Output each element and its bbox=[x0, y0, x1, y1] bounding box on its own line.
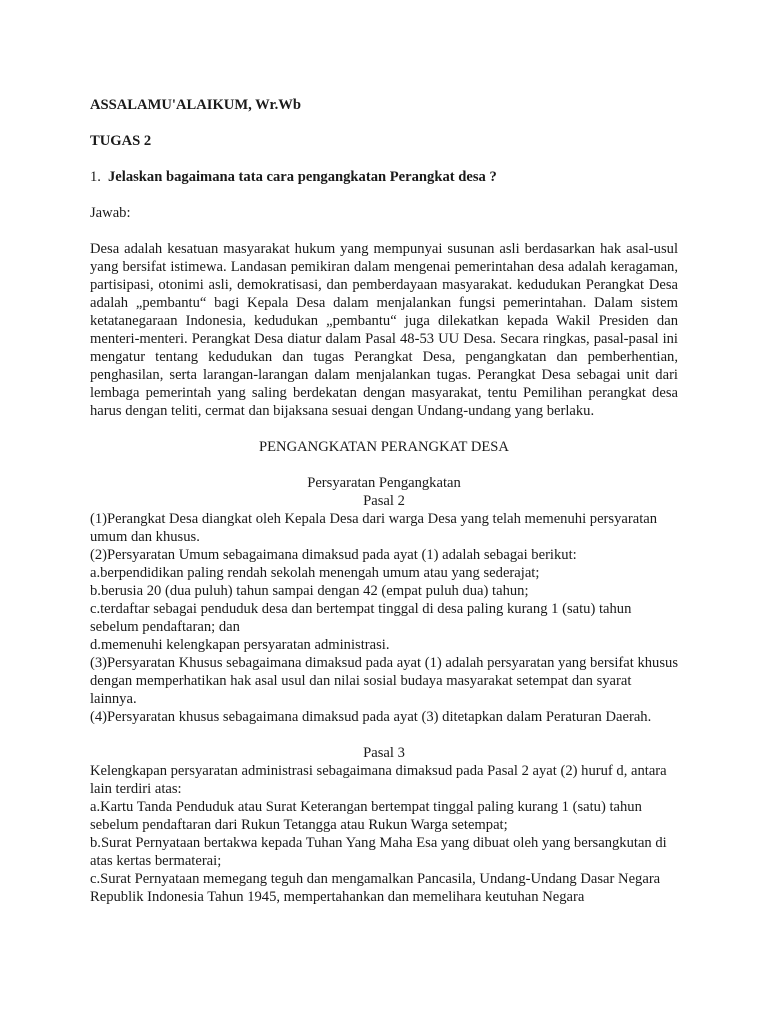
question-text: Jelaskan bagaimana tata cara pengangkatan Perangkat desa ? bbox=[108, 169, 497, 185]
pasal-3-item: a.Kartu Tanda Penduduk atau Surat Keterangan bertempat tinggal paling kurang 1 (satu) tahun sebelum pendaftaran dari Rukun Tetangga atau Rukun Warga setempat; bbox=[90, 799, 642, 833]
pasal-2-item: (1)Perangkat Desa diangkat oleh Kepala Desa dari warga Desa yang telah memenuhi persyaratan umum dan khusus. bbox=[90, 511, 658, 545]
question-item bbox=[90, 168, 678, 186]
pasal-3-item: b.Surat Pernyataan bertakwa kepada Tuhan Yang Maha Esa yang dibuat oleh yang bersangkutan di atas kertas bermaterai; bbox=[90, 835, 667, 869]
section-heading: PENGANGKATAN PERANGKAT DESA bbox=[259, 439, 509, 455]
pasal-3-item: c.Surat Pernyataan memegang teguh dan mengamalkan Pancasila, Undang-Undang Dasar Negara Republik Indonesia Tahun 1945, mempertahankan dan memelihara keutuhan Negara bbox=[90, 871, 661, 905]
intro-paragraph: Desa adalah kesatuan masyarakat hukum yang mempunyai susunan asli berdasarkan hak asal-usul yang bersifat istimewa. Landasan pemikiran dalam mengenai pemerintahan desa adalah keragaman, partisipasi, otonimi asli, demokratisasi, dan pemberdayaan masyarakat. kedudukan Perangkat Desa adalah „pembantu“ bagi Kepala Desa dalam menjalankan fungsi pemerintahan. Dalam sistem ketatanegaraan Indonesia, kedudukan „pembantu“ juga dilekatkan kepada Wakil Presiden dan menteri-menteri. Perangkat Desa diatur dalam Pasal 48-53 UU Desa. Secara ringkas, pasal-pasal ini mengatur tentang kedudukan dan tugas Perangkat Desa, pengangkatan dan pemberhentian, penghasilan, serta larangan-larangan dalam menjalankan tugas. Perangkat Desa sebagai unit dari lembaga pemerintah yang saling berdekatan dengan masyarakat, tentu Pemilihan perangkat desa harus dengan teliti, cermat dan bijaksana sesuai dengan Undang-undang yang berlaku. bbox=[90, 241, 678, 419]
pasal-2-title: Pasal 2 bbox=[363, 493, 405, 509]
pasal-2-body bbox=[90, 510, 678, 726]
pasal-2-item: d.memenuhi kelengkapan persyaratan administrasi. bbox=[90, 637, 390, 653]
pasal-2-item: (4)Persyaratan khusus sebagaimana dimaksud pada ayat (3) ditetapkan dalam Peraturan Daerah. bbox=[90, 709, 652, 725]
pasal-3-title: Pasal 3 bbox=[363, 745, 405, 761]
pasal-2-item: a.berpendidikan paling rendah sekolah menengah umum atau yang sederajat; bbox=[90, 565, 540, 581]
subsection-heading: Persyaratan Pengangkatan bbox=[307, 475, 461, 491]
pasal-3-body bbox=[90, 762, 678, 906]
pasal-2-item: (2)Persyaratan Umum sebagaimana dimaksud pada ayat (1) adalah sebagai berikut: bbox=[90, 547, 577, 563]
pasal-2-item: c.terdaftar sebagai penduduk desa dan bertempat tinggal di desa paling kurang 1 (satu) tahun sebelum pendaftaran; dan bbox=[90, 601, 632, 635]
pasal-3-item: Kelengkapan persyaratan administrasi sebagaimana dimaksud pada Pasal 2 ayat (2) huruf d, antara lain terdiri atas: bbox=[90, 763, 667, 797]
pasal-2-item: (3)Persyaratan Khusus sebagaimana dimaksud pada ayat (1) adalah persyaratan yang bersifat khusus dengan memperhatikan hak asal usul dan nilai sosial budaya masyarakat setempat dan syarat lainnya. bbox=[90, 655, 679, 707]
task-title: TUGAS 2 bbox=[90, 133, 152, 149]
pasal-2-item: b.berusia 20 (dua puluh) tahun sampai dengan 42 (empat puluh dua) tahun; bbox=[90, 583, 529, 599]
question-number: 1. bbox=[90, 169, 101, 185]
answer-label: Jawab: bbox=[90, 205, 131, 221]
greeting-line: ASSALAMU'ALAIKUM, Wr.Wb bbox=[90, 97, 301, 113]
